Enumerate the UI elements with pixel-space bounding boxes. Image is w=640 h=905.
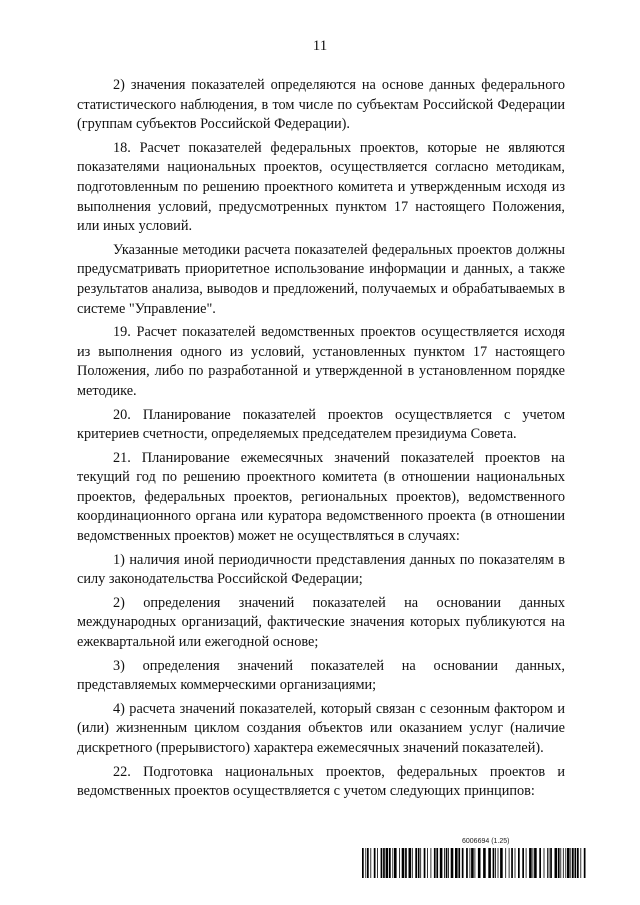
page-number: 11 (312, 38, 328, 54)
paragraph: 2) определения значений показателей на основании данных международных организаций, фактические значения которых публикуются на ежеквартальной или ежегодной основе; (77, 594, 565, 651)
paragraph: 2) значения показателей определяются на основе данных федерального статистического наблюдения, в том числе по субъектам Российской Федерации (группам субъектов Российской Федерации). (77, 77, 565, 133)
paragraph: 1) наличия иной периодичности представления данных по показателям в силу законодательства Российской Федерации; (77, 551, 565, 588)
barcode-block (362, 838, 586, 878)
paragraph: 18. Расчет показателей федеральных проектов, которые не являются показателями национальных проектов, осуществляется согласно методикам, подготовленным по решению проектного комитета и утвержденным исходя из выполнения условий, предусмотренных пунктом 17 настоящего Положения, или иных условий. (77, 139, 565, 235)
paragraph: 4) расчета значений показателей, который связан с сезонным фактором и (или) жизненным циклом создания объектов или оказанием услуг (наличие дискретного (прерывистого) характера ежемесячных значений показателей). (77, 700, 565, 756)
paragraph: 22. Подготовка национальных проектов, федеральных проектов и ведомственных проектов осуществляется с учетом следующих принципов: (77, 763, 565, 800)
document-body (77, 76, 565, 806)
paragraph: Указанные методики расчета показателей федеральных проектов должны предусматривать приоритетное использование информации и данных, а также результатов анализа, выводов и предложений, получаемых и обрабатываемых в системе "Управление". (77, 241, 565, 317)
paragraph: 20. Планирование показателей проектов осуществляется с учетом критериев счетности, определяемых председателем президиума Совета. (77, 406, 565, 443)
paragraph: 21. Планирование ежемесячных значений показателей проектов на текущий год по решению проектного комитета (в отношении национальных проектов, федеральных проектов, региональных проектов), ведомственного координационного органа или куратора ведомственного проекта (в отношении ведомственных проектов) может не осуществляться в случаях: (77, 449, 565, 545)
barcode-image (362, 848, 586, 878)
barcode-label: 6006694 (1.25) (462, 838, 510, 845)
paragraph: 3) определения значений показателей на основании данных, представляемых коммерческими организациями; (77, 657, 565, 694)
paragraph: 19. Расчет показателей ведомственных проектов осуществляется исходя из выполнения одного из условий, установленных пунктом 17 настоящего Положения, либо по разработанной и утвержденной в установленном порядке методике. (77, 324, 565, 399)
